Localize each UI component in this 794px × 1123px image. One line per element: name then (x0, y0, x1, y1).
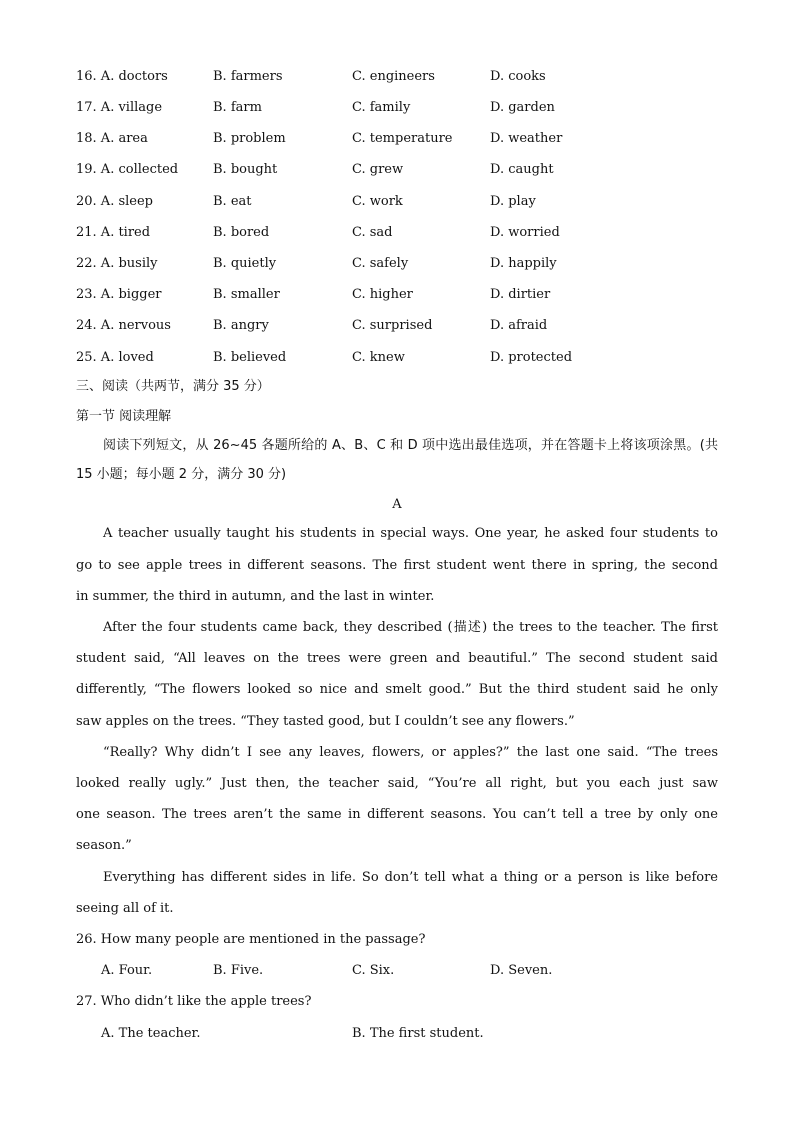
option-b: B. quietly (213, 256, 277, 271)
option-a: 23. A. bigger (76, 287, 162, 302)
option-a: 18. A. area (76, 131, 148, 146)
option-a: 25. A. loved (76, 350, 154, 365)
option-d: D. Seven. (490, 963, 553, 978)
option-a: A. The teacher. (101, 1026, 201, 1041)
option-d: D. happily (490, 256, 557, 271)
option-c: C. surprised (352, 318, 433, 333)
passage-line: seeing all of it. (76, 901, 174, 916)
section-instruction-line1: 阅读下列短文，从 26~45 各题所给的 A、B、C 和 D 项中选出最佳选项，并在答题卡上将该项涂黑。(共 (103, 438, 718, 453)
passage-line: After the four students came back, they described (描述) the trees to the teacher. The first (103, 620, 718, 635)
option-b: B. angry (213, 318, 269, 333)
passage-line: “Really? Why didn’t I see any leaves, flowers, or apples?” the last one said. “The trees (103, 745, 718, 760)
option-b: B. farm (213, 100, 262, 115)
option-a: 24. A. nervous (76, 318, 171, 333)
option-b: B. Five. (213, 963, 264, 978)
option-b: B. believed (213, 350, 287, 365)
option-c: C. family (352, 100, 411, 115)
passage-line: Everything has different sides in life. So don’t tell what a thing or a person is like before (103, 870, 718, 885)
option-c: C. safely (352, 256, 409, 271)
option-c: C. engineers (352, 69, 435, 84)
option-c: C. sad (352, 225, 393, 240)
option-c: C. higher (352, 287, 413, 302)
option-a: A. Four. (101, 963, 153, 978)
passage-label: A (392, 497, 402, 512)
option-a: 17. A. village (76, 100, 163, 115)
section-instruction-line2: 15 小题；每小题 2 分，满分 30 分) (76, 467, 287, 482)
option-c: C. temperature (352, 131, 453, 146)
question-stem: 27. Who didn’t like the apple trees? (76, 994, 312, 1009)
passage-line: go to see apple trees in different seasons. The first student went there in spring, the second (76, 558, 718, 573)
option-a: 19. A. collected (76, 162, 179, 177)
option-c: C. work (352, 194, 403, 209)
passage-line: saw apples on the trees. “They tasted good, but I couldn’t see any flowers.” (76, 714, 575, 729)
passage-line: looked really ugly.” Just then, the teacher said, “You’re all right, but you each just saw (76, 776, 718, 791)
option-a: 20. A. sleep (76, 194, 153, 209)
option-d: D. caught (490, 162, 554, 177)
option-d: D. protected (490, 350, 573, 365)
option-a: 21. A. tired (76, 225, 151, 240)
option-b: B. eat (213, 194, 252, 209)
option-c: C. knew (352, 350, 405, 365)
option-b: B. bought (213, 162, 278, 177)
passage-line: differently, “The flowers looked so nice and smelt good.” But the third student said he only (76, 682, 718, 697)
option-d: D. weather (490, 131, 563, 146)
option-c: C. grew (352, 162, 404, 177)
passage-line: season.” (76, 838, 132, 853)
option-d: D. play (490, 194, 536, 209)
option-b: B. problem (213, 131, 286, 146)
option-c: C. Six. (352, 963, 395, 978)
passage-line: in summer, the third in autumn, and the last in winter. (76, 589, 435, 604)
passage-line: student said, “All leaves on the trees were green and beautiful.” The second student said (76, 651, 718, 666)
option-d: D. garden (490, 100, 555, 115)
option-d: D. cooks (490, 69, 546, 84)
passage-line: A teacher usually taught his students in special ways. One year, he asked four students to (103, 526, 718, 541)
option-b: B. smaller (213, 287, 280, 302)
option-b: B. bored (213, 225, 270, 240)
option-b: B. The first student. (352, 1026, 484, 1041)
question-stem: 26. How many people are mentioned in the passage? (76, 932, 426, 947)
option-d: D. dirtier (490, 287, 551, 302)
passage-line: one season. The trees aren’t the same in different seasons. You can’t tell a tree by only one (76, 807, 718, 822)
section-title: 三、阅读（共两节，满分 35 分） (76, 379, 270, 394)
option-a: 16. A. doctors (76, 69, 168, 84)
section-subtitle: 第一节 阅读理解 (76, 409, 172, 424)
option-b: B. farmers (213, 69, 283, 84)
option-d: D. afraid (490, 318, 548, 333)
option-d: D. worried (490, 225, 560, 240)
option-a: 22. A. busily (76, 256, 158, 271)
